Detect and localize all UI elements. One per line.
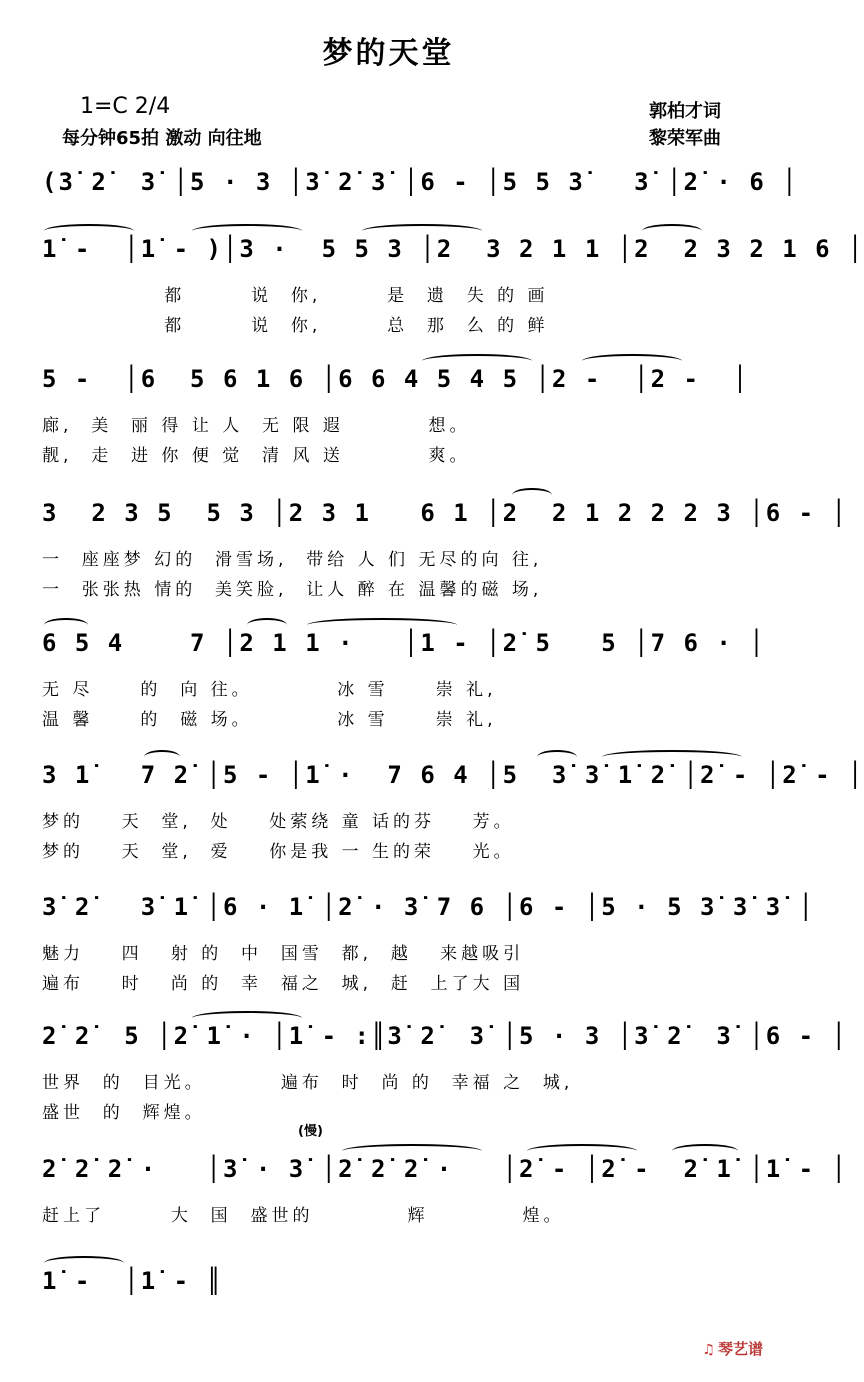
tempo-marking: 每分钟65拍 激动 向往地 [62, 128, 262, 149]
lyric-verse-2 [42, 1346, 747, 1370]
lyric-verse-2: 遍布 时 尚 的 幸 福之 城, 赶 上了大 国 [42, 974, 525, 994]
lyric-verse-1: 都 说 你, 是 遗 失 的 画 [42, 286, 549, 306]
notation-row: 3̇ 2̇ 3̇ 1̇ │6 · 1̇ │2̇ · 3̇ 7 6 │6 - │5 · 5 3̇ 3̇ 3̇ │ [42, 893, 816, 921]
lyric-verse-1: 梦的 天 堂, 处 处萦绕 童 话的芬 芳。 [42, 812, 515, 832]
piano-logo-icon: ♫ [702, 1342, 715, 1358]
notation-row: 3 1̇ 7 2̇ │5 - │1̇ · 7 6 4 │5 3̇ 3̇ 1̇ 2̇ │2̇ - │2̇ - │ [42, 761, 864, 789]
score-line-6 [42, 758, 864, 876]
notation-row: 3 2 3 5 5 3 │2 3 1 6 1 │2 2 1 2 2 2 3 │6 - │ [42, 499, 849, 527]
lyric-verse-1: 一 座座梦 幻的 滑雪场, 带给 人 们 无尽的向 往, [42, 550, 543, 570]
site-watermark [702, 1338, 763, 1359]
lyricist-credit: 郭柏才词 [649, 101, 721, 122]
lyric-verse-1: 世界 的 目光。 遍布 时 尚 的 幸福 之 城, [42, 1073, 574, 1093]
score-line-10 [42, 1264, 747, 1382]
lyric-verse-2: 靓, 走 进 你 便 觉 清 风 送 爽。 [42, 446, 471, 466]
lyric-verse-1 [42, 1316, 747, 1340]
song-title: 梦的天堂 [322, 36, 455, 71]
notation-row: 1̇ - │1̇ - )│3 · 5 5 3 │2 3 2 1 1 │2 2 3 2 1 6 │ [42, 235, 864, 263]
notation-row: (3̇ 2̇ 3̇ │5 · 3 │3̇ 2̇ 3̇ │6 - │5 5 3̇ 3̇ │2̇ · 6 │ [42, 168, 799, 196]
lyric-verse-2: 盛世 的 辉煌。 [42, 1103, 206, 1123]
notation-row: 2̇ 2̇ 5 │2̇ 1̇ · │1̇ - :║3̇ 2̇ 3̇ │5 · 3 │3̇ 2̇ 3̇ │6 - │ [42, 1022, 849, 1050]
lyric-verse-2 [42, 1234, 747, 1258]
lyric-verse-1: 赶上了 大 国 盛世的 辉 煌。 [42, 1206, 565, 1226]
score-line-2 [42, 232, 864, 350]
notation-row: 5 - │6 5 6 1 6 │6 6 4 5 4 5 │2 - │2 - │ [42, 365, 750, 393]
lyric-verse-1: 魅力 四 射 的 中 国雪 都, 越 来越吸引 [42, 944, 525, 964]
notation-row: 1̇ - │1̇ - ║ [42, 1267, 223, 1295]
lyric-verse-1: 无 尽 的 向 往。 冰 雪 崇 礼, [42, 680, 497, 700]
lyric-verse-2: 一 张张热 情的 美笑脸, 让人 醉 在 温馨的磁 场, [42, 580, 543, 600]
score-line-7 [42, 890, 816, 1008]
score-line-5 [42, 626, 766, 744]
watermark-text: 琴艺谱 [717, 1340, 763, 1358]
lyric-verse-1: 廊, 美 丽 得 让 人 无 限 遐 想。 [42, 416, 471, 436]
score-line-8 [42, 1019, 849, 1137]
notation-row: 6 5 4 7 │2 1 1 · │1 - │2̇ 5 5 │7 6 · │ [42, 629, 766, 657]
tempo-slow-marking: (慢) [298, 1124, 323, 1139]
key-signature: 1=C 2/4 [80, 94, 171, 119]
composer-credit: 黎荣军曲 [649, 128, 721, 149]
lyric-verse-2: 都 说 你, 总 那 么 的 鲜 [42, 316, 549, 336]
lyric-verse-2: 温 馨 的 磁 场。 冰 雪 崇 礼, [42, 710, 497, 730]
score-line-3 [42, 362, 750, 480]
score-line-9 [42, 1152, 849, 1270]
notation-row: 2̇ 2̇ 2̇ · │3̇ · 3̇ │2̇ 2̇ 2̇ · │2̇ - │2̇ - 2̇ 1̇ │1̇ - │ [42, 1155, 849, 1183]
lyric-verse-2: 梦的 天 堂, 爱 你是我 一 生的荣 光。 [42, 842, 515, 862]
score-line-4 [42, 496, 849, 614]
